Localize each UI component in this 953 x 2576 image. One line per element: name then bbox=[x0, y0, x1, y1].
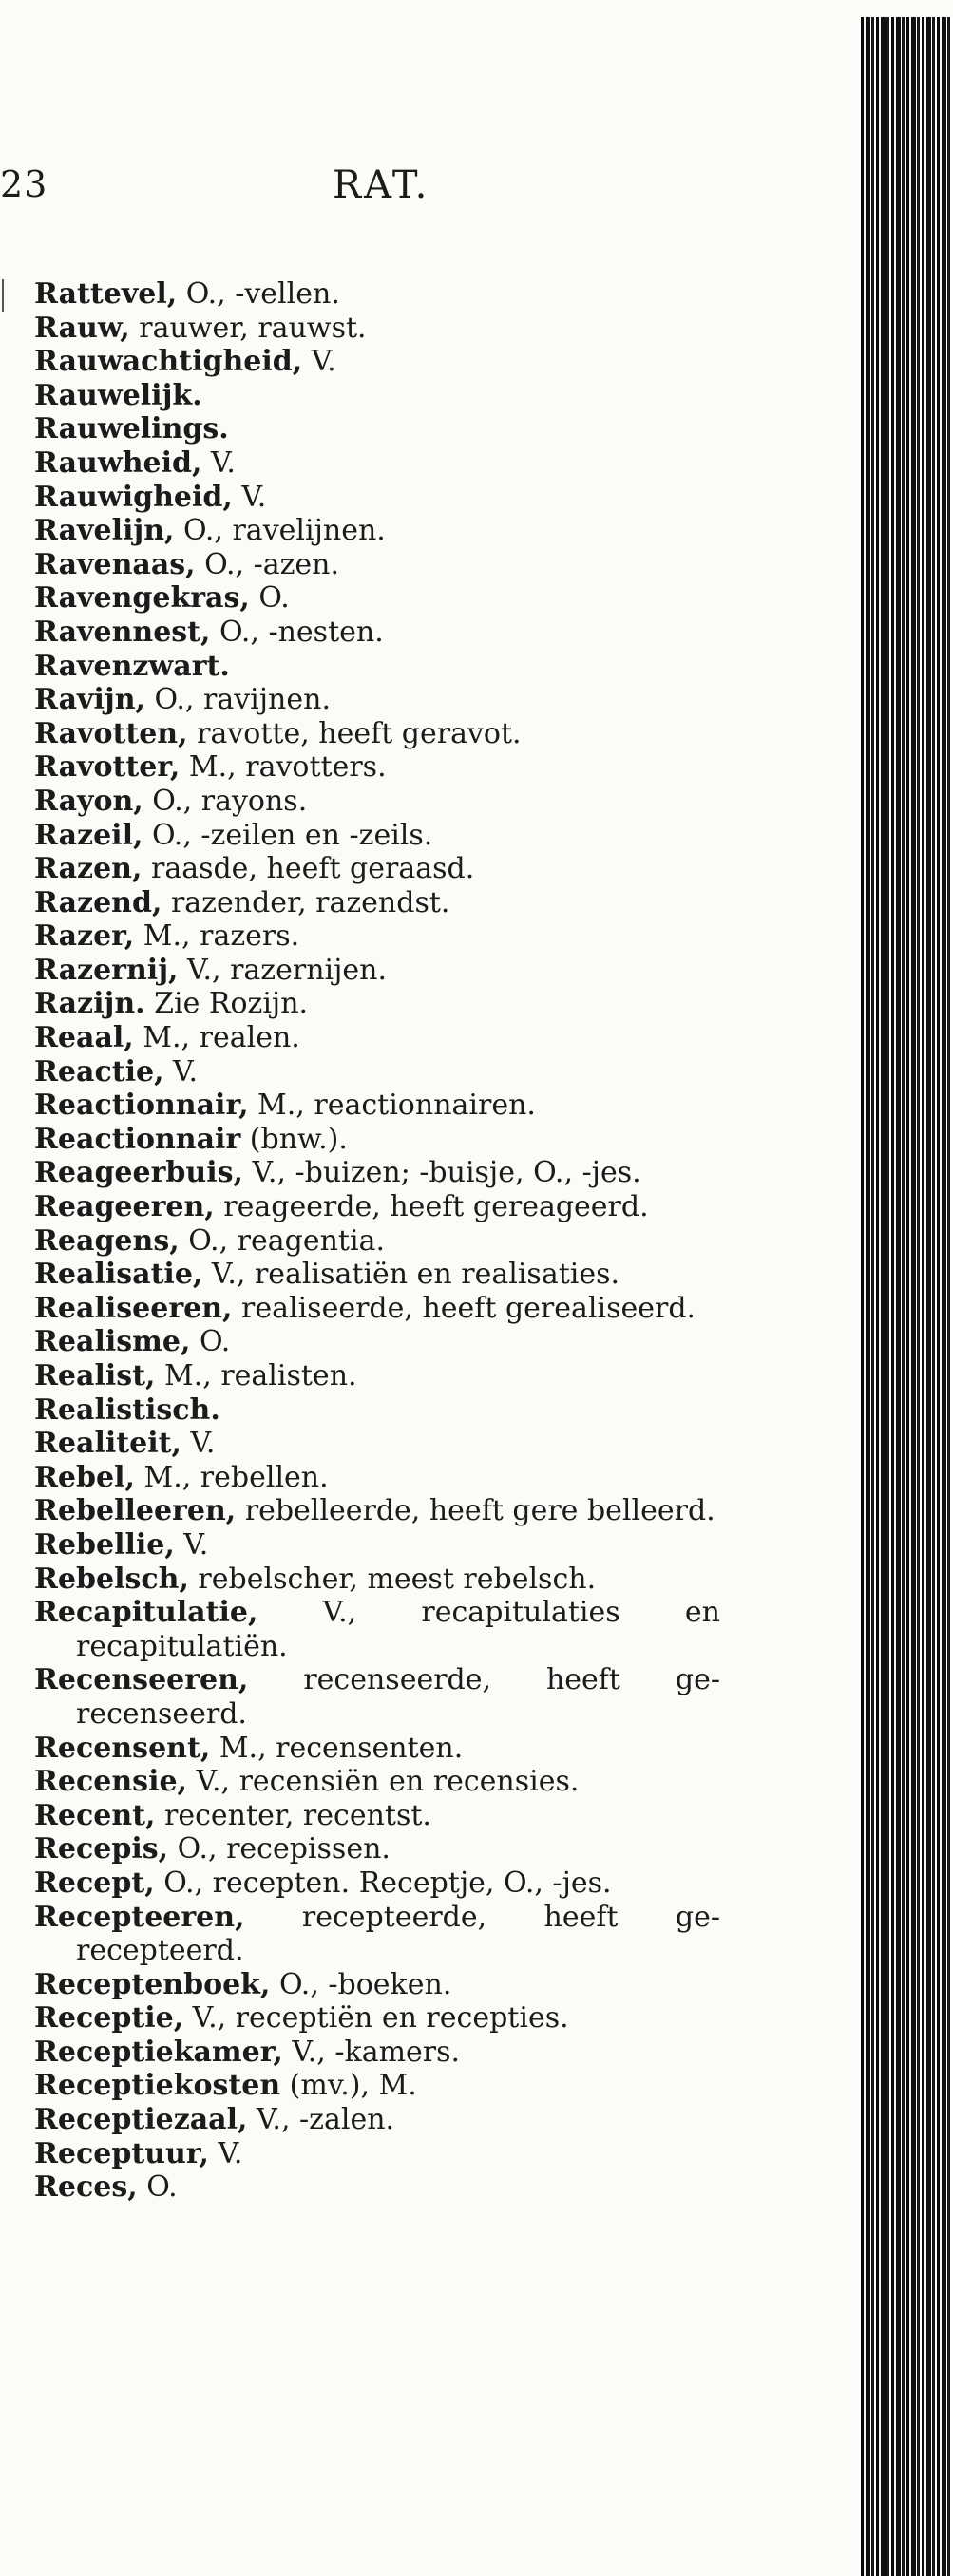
entry-headword: Receptiekosten bbox=[34, 2069, 281, 2103]
entry-definition: realiseerde, heeft gerealiseerd. bbox=[232, 1291, 696, 1325]
dictionary-entry bbox=[34, 650, 720, 684]
dictionary-entry bbox=[34, 1292, 720, 1326]
entry-headword: Realiteit, bbox=[34, 1427, 181, 1461]
dictionary-entry bbox=[34, 1021, 720, 1055]
dictionary-entry bbox=[34, 514, 720, 548]
entry-headword: Recensie, bbox=[34, 1765, 188, 1799]
entry-definition: V., receptiën en recepties. bbox=[183, 2001, 569, 2036]
page-header bbox=[0, 163, 855, 220]
dictionary-entry bbox=[34, 1494, 720, 1528]
entry-definition: razender, razendst. bbox=[162, 885, 450, 919]
entry-headword: Ravijn, bbox=[34, 683, 145, 717]
dictionary-entry bbox=[34, 1799, 720, 1833]
entry-headword: Recent, bbox=[34, 1798, 156, 1832]
entry-definition: O. bbox=[249, 581, 290, 616]
entry-headword: Reces, bbox=[34, 2170, 138, 2205]
entry-definition: rebelleerde, heeft gere belleerd. bbox=[236, 1494, 715, 1528]
entry-headword: Rebelleeren, bbox=[34, 1494, 237, 1528]
entry-definition: M., realisten. bbox=[155, 1359, 357, 1392]
entry-headword: Recapitulatie, bbox=[34, 1596, 258, 1630]
entry-definition: (bnw.). bbox=[240, 1122, 348, 1156]
entry-definition: M., ravotters. bbox=[180, 750, 387, 785]
entry-headword: Ravennest, bbox=[34, 615, 211, 649]
dictionary-entry bbox=[34, 1055, 720, 1089]
entry-definition: V. bbox=[232, 480, 267, 514]
entry-definition: O., -vellen. bbox=[177, 277, 340, 311]
dictionary-entry bbox=[34, 581, 720, 616]
entry-definition: M., reactionnairen. bbox=[248, 1089, 536, 1123]
entry-definition: V., realisatiën en realisaties. bbox=[202, 1258, 620, 1292]
entry-definition: O., recepissen. bbox=[168, 1832, 391, 1866]
entry-headword: Rayon, bbox=[34, 784, 143, 818]
entry-headword: Recept, bbox=[34, 1866, 155, 1900]
dictionary-entry bbox=[34, 2103, 720, 2137]
entry-headword: Ravotter, bbox=[34, 750, 181, 785]
entry-definition: V., razernijen. bbox=[178, 953, 388, 987]
dictionary-entry bbox=[34, 1224, 720, 1259]
entry-headword: Realistisch. bbox=[34, 1392, 220, 1427]
entry-headword: Razeil, bbox=[34, 818, 143, 852]
dictionary-entry bbox=[34, 2069, 720, 2103]
dictionary-entry bbox=[34, 2137, 720, 2171]
dictionary-entry bbox=[34, 345, 720, 379]
entry-definition: V., -zalen. bbox=[247, 2103, 395, 2137]
entry-definition: V., -buizen; -buisje, O., -jes. bbox=[242, 1156, 641, 1190]
entry-headword: Rebel, bbox=[34, 1460, 135, 1494]
entry-headword: Reaal, bbox=[34, 1021, 134, 1055]
dictionary-entry bbox=[34, 1663, 720, 1731]
margin-mark bbox=[2, 279, 4, 312]
dictionary-entry bbox=[34, 1427, 720, 1461]
entry-headword: Rauwelings. bbox=[34, 412, 229, 446]
entry-headword: Razen, bbox=[34, 852, 143, 886]
entry-headword: Razend, bbox=[34, 885, 162, 919]
entry-definition: O., -nesten. bbox=[210, 615, 384, 649]
dictionary-entry bbox=[34, 2170, 720, 2205]
dictionary-entry bbox=[34, 1258, 720, 1292]
entry-definition: M., razers. bbox=[134, 919, 300, 954]
entry-definition: recenseerde, heeft gerecenseerd. bbox=[76, 1663, 720, 1731]
entry-headword: Reactionnair, bbox=[34, 1089, 249, 1123]
dictionary-entry bbox=[34, 446, 720, 481]
entry-headword: Razernij, bbox=[34, 953, 179, 987]
dictionary-entry bbox=[34, 1968, 720, 2002]
entry-headword: Recenseeren, bbox=[34, 1663, 249, 1697]
dictionary-entry bbox=[34, 785, 720, 819]
entry-headword: Realisatie, bbox=[34, 1258, 203, 1292]
entry-definition: recenter, recentst. bbox=[155, 1798, 431, 1832]
dictionary-entry bbox=[34, 1528, 720, 1563]
dictionary-entry bbox=[34, 1832, 720, 1866]
page-number: 23 bbox=[0, 163, 48, 205]
entry-headword: Ravenaas, bbox=[34, 547, 196, 581]
dictionary-entry bbox=[34, 481, 720, 515]
entry-headword: Receptiezaal, bbox=[34, 2103, 248, 2137]
entry-definition: O., reagentia. bbox=[179, 1223, 385, 1258]
dictionary-entry bbox=[34, 1325, 720, 1359]
dictionary-entry bbox=[34, 1563, 720, 1597]
entry-headword: Receptuur, bbox=[34, 2136, 209, 2170]
entry-headword: Ravotten, bbox=[34, 716, 188, 750]
entry-headword: Rattevel, bbox=[34, 277, 178, 311]
entry-definition: rauwer, rauwst. bbox=[129, 311, 367, 345]
entry-definition: (mv.), M. bbox=[280, 2069, 417, 2103]
dictionary-entry bbox=[34, 277, 720, 312]
dictionary-entry bbox=[34, 1596, 720, 1663]
entry-definition: M., recensenten. bbox=[210, 1731, 464, 1765]
dictionary-entry bbox=[34, 1393, 720, 1428]
dictionary-entry bbox=[34, 1156, 720, 1190]
dictionary-entry bbox=[34, 1089, 720, 1123]
entry-definition: O. bbox=[137, 2170, 178, 2205]
dictionary-entry bbox=[34, 852, 720, 886]
dictionary-entry bbox=[34, 1461, 720, 1495]
entry-headword: Razer, bbox=[34, 919, 135, 954]
entry-definition: O., -zeilen en -zeils. bbox=[143, 818, 433, 852]
entry-headword: Rauwachtigheid, bbox=[34, 345, 303, 379]
page-edge-band bbox=[859, 17, 953, 2576]
entry-headword: Reactionnair bbox=[34, 1122, 241, 1156]
entry-headword: Reageeren, bbox=[34, 1190, 215, 1224]
entry-headword: Recensent, bbox=[34, 1731, 211, 1765]
entry-headword: Rebellie, bbox=[34, 1527, 175, 1562]
dictionary-entry bbox=[34, 379, 720, 413]
entry-definition: reageerde, heeft gereageerd. bbox=[214, 1190, 649, 1224]
entry-headword: Rauwelijk. bbox=[34, 378, 202, 412]
dictionary-entry bbox=[34, 1123, 720, 1157]
entry-definition: V. bbox=[208, 2136, 243, 2170]
dictionary-entry bbox=[34, 1190, 720, 1224]
entry-definition: ravotte, heeft geravot. bbox=[187, 716, 522, 750]
dictionary-entry bbox=[34, 2001, 720, 2036]
entry-definition: rebelscher, meest rebelsch. bbox=[188, 1562, 597, 1596]
entry-headword: Ravelijn, bbox=[34, 514, 175, 548]
dictionary-entry bbox=[34, 2036, 720, 2070]
entry-headword: Realist, bbox=[34, 1359, 156, 1392]
dictionary-entry bbox=[34, 886, 720, 920]
entry-definition: V. bbox=[174, 1527, 209, 1562]
dictionary-entry bbox=[34, 819, 720, 853]
dictionary-entry bbox=[34, 750, 720, 785]
entry-definition: O., -azen. bbox=[195, 547, 340, 581]
entry-definition: V., recapitulaties en recapitulatiën. bbox=[76, 1596, 720, 1663]
entry-definition: O. bbox=[190, 1325, 231, 1359]
entry-definition: Zie Rozijn. bbox=[144, 987, 309, 1021]
dictionary-entry bbox=[34, 1901, 720, 1968]
entry-headword: Reageerbuis, bbox=[34, 1156, 243, 1190]
entry-headword: Ravengekras, bbox=[34, 581, 250, 616]
dictionary-entry bbox=[34, 312, 720, 346]
entry-headword: Rauw, bbox=[34, 311, 130, 345]
dictionary-entry bbox=[34, 412, 720, 446]
entry-headword: Reactie, bbox=[34, 1054, 164, 1089]
entry-headword: Realisme, bbox=[34, 1325, 191, 1359]
dictionary-entry bbox=[34, 919, 720, 954]
entry-headword: Realiseeren, bbox=[34, 1291, 233, 1325]
entry-definition: raasde, heeft geraasd. bbox=[142, 852, 475, 886]
entry-headword: Reagens, bbox=[34, 1223, 180, 1258]
dictionary-entry bbox=[34, 616, 720, 650]
dictionary-entry bbox=[34, 683, 720, 717]
running-head: RAT. bbox=[333, 163, 430, 207]
entry-headword: Rebelsch, bbox=[34, 1562, 189, 1596]
entry-definition: V. bbox=[181, 1427, 216, 1461]
entry-definition: V. bbox=[302, 345, 336, 379]
entry-headword: Razijn. bbox=[34, 987, 145, 1021]
entry-definition: V. bbox=[163, 1054, 199, 1089]
entry-headword: Recepteeren, bbox=[34, 1900, 245, 1934]
entry-definition: O., ravijnen. bbox=[145, 683, 331, 717]
entry-definition: M., realen. bbox=[133, 1021, 300, 1055]
entry-headword: Receptiekamer, bbox=[34, 2035, 283, 2069]
entry-headword: Ravenzwart. bbox=[34, 649, 230, 683]
dictionary-entry bbox=[34, 548, 720, 582]
entry-headword: Receptie, bbox=[34, 2001, 184, 2036]
entry-headword: Rauwigheid, bbox=[34, 480, 233, 514]
entry-definition: recepteerde, heeft gerecepteerd. bbox=[76, 1900, 720, 1968]
dictionary-entry bbox=[34, 1732, 720, 1766]
dictionary-entry bbox=[34, 954, 720, 988]
entry-headword: Recepis, bbox=[34, 1832, 169, 1866]
dictionary-entries bbox=[34, 277, 720, 2205]
entry-definition: O., ravelijnen. bbox=[174, 514, 386, 548]
entry-definition: M., rebellen. bbox=[134, 1460, 329, 1494]
entry-headword: Rauwheid, bbox=[34, 445, 202, 480]
entry-definition: O., rayons. bbox=[143, 784, 308, 818]
entry-headword: Receptenboek, bbox=[34, 1967, 271, 2001]
dictionary-entry bbox=[34, 1359, 720, 1393]
dictionary-entry bbox=[34, 1765, 720, 1799]
dictionary-entry bbox=[34, 717, 720, 751]
entry-definition: O., -boeken. bbox=[270, 1967, 452, 2001]
entry-definition: V., recensiën en recensies. bbox=[187, 1765, 580, 1799]
entry-definition: O., recepten. Receptje, O., -jes. bbox=[154, 1866, 612, 1900]
dictionary-entry bbox=[34, 987, 720, 1021]
entry-definition: V. bbox=[201, 445, 236, 480]
entry-definition: V., -kamers. bbox=[282, 2035, 461, 2069]
dictionary-entry bbox=[34, 1866, 720, 1901]
